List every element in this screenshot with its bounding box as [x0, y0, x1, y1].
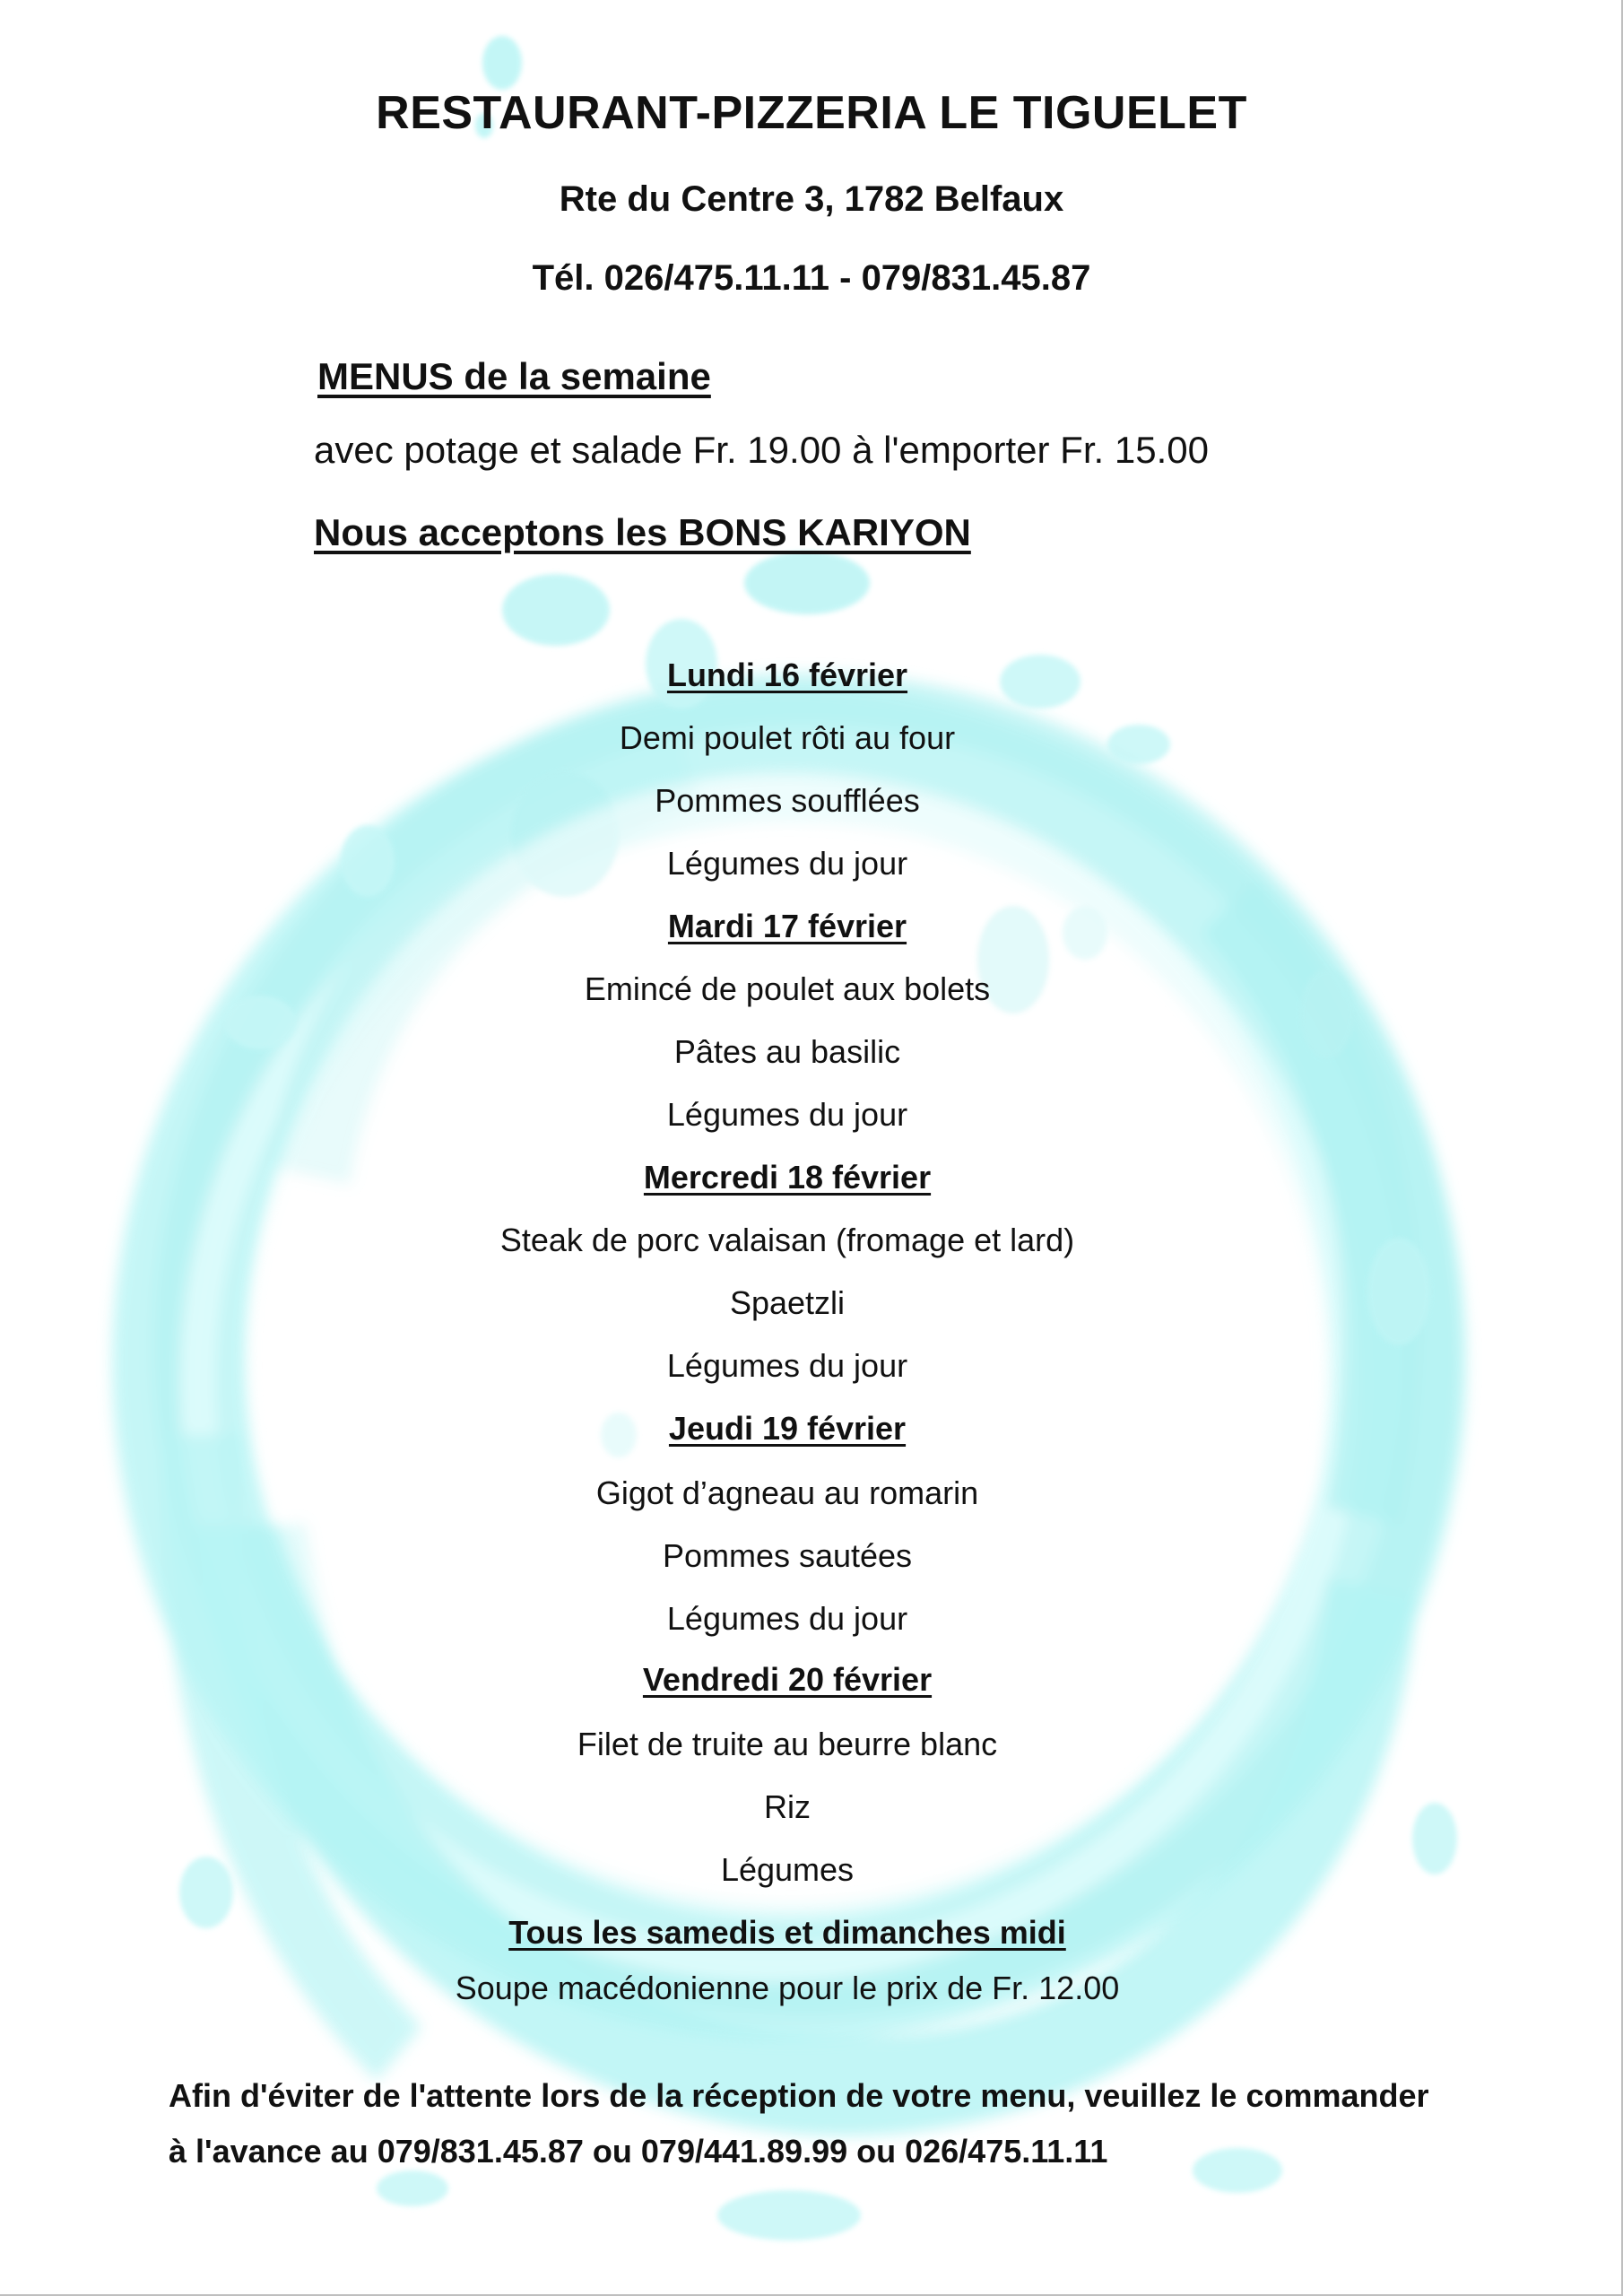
dish-item: Légumes: [720, 1851, 855, 1888]
bons-kariyon-notice: Nous acceptons les BONS KARIYON: [314, 511, 971, 553]
dish-item: Légumes du jour: [666, 845, 908, 882]
order-notice-line-2: à l'avance au 079/831.45.87 ou 079/441.89.99 ou 026/475.11.11: [169, 2133, 1108, 2170]
day-heading-monday: Lundi 16 février: [666, 657, 908, 693]
dish-item: Demi poulet rôti au four: [619, 719, 956, 756]
dish-item: Spaetzli: [729, 1284, 846, 1321]
dish-item: Pommes sautées: [662, 1537, 913, 1574]
restaurant-address: Rte du Centre 3, 1782 Belfaux: [559, 179, 1064, 219]
menu-price-line: avec potage et salade Fr. 19.00 à l'emporter Fr. 15.00: [314, 429, 1209, 471]
weekend-dish: Soupe macédonienne pour le prix de Fr. 12.00: [455, 1970, 1120, 2006]
dish-item: Steak de porc valaisan (fromage et lard): [499, 1222, 1075, 1258]
restaurant-phone: Tél. 026/475.11.11 - 079/831.45.87: [532, 258, 1091, 298]
dish-item: Légumes du jour: [666, 1347, 908, 1384]
day-heading-friday: Vendredi 20 février: [642, 1661, 933, 1698]
restaurant-title: RESTAURANT-PIZZERIA LE TIGUELET: [376, 87, 1247, 139]
dish-item: Gigot d’agneau au romarin: [595, 1474, 979, 1511]
day-heading-thursday: Jeudi 19 février: [668, 1410, 907, 1447]
order-notice-line-1: Afin d'éviter de l'attente lors de la réception de votre menu, veuillez le commander: [169, 2077, 1429, 2114]
dish-item: Pommes soufflées: [655, 782, 920, 819]
dish-item: Pâtes au basilic: [673, 1033, 901, 1070]
day-heading-wednesday: Mercredi 18 février: [643, 1159, 932, 1196]
weekend-heading: Tous les samedis et dimanches midi: [508, 1914, 1066, 1951]
dish-item: Emincé de poulet aux bolets: [584, 970, 991, 1007]
day-heading-tuesday: Mardi 17 février: [667, 908, 907, 944]
dish-item: Riz: [764, 1788, 811, 1825]
menus-heading: MENUS de la semaine: [317, 355, 711, 397]
dish-item: Filet de truite au beurre blanc: [577, 1726, 998, 1762]
dish-item: Légumes du jour: [666, 1096, 908, 1133]
dish-item: Légumes du jour: [666, 1600, 908, 1637]
